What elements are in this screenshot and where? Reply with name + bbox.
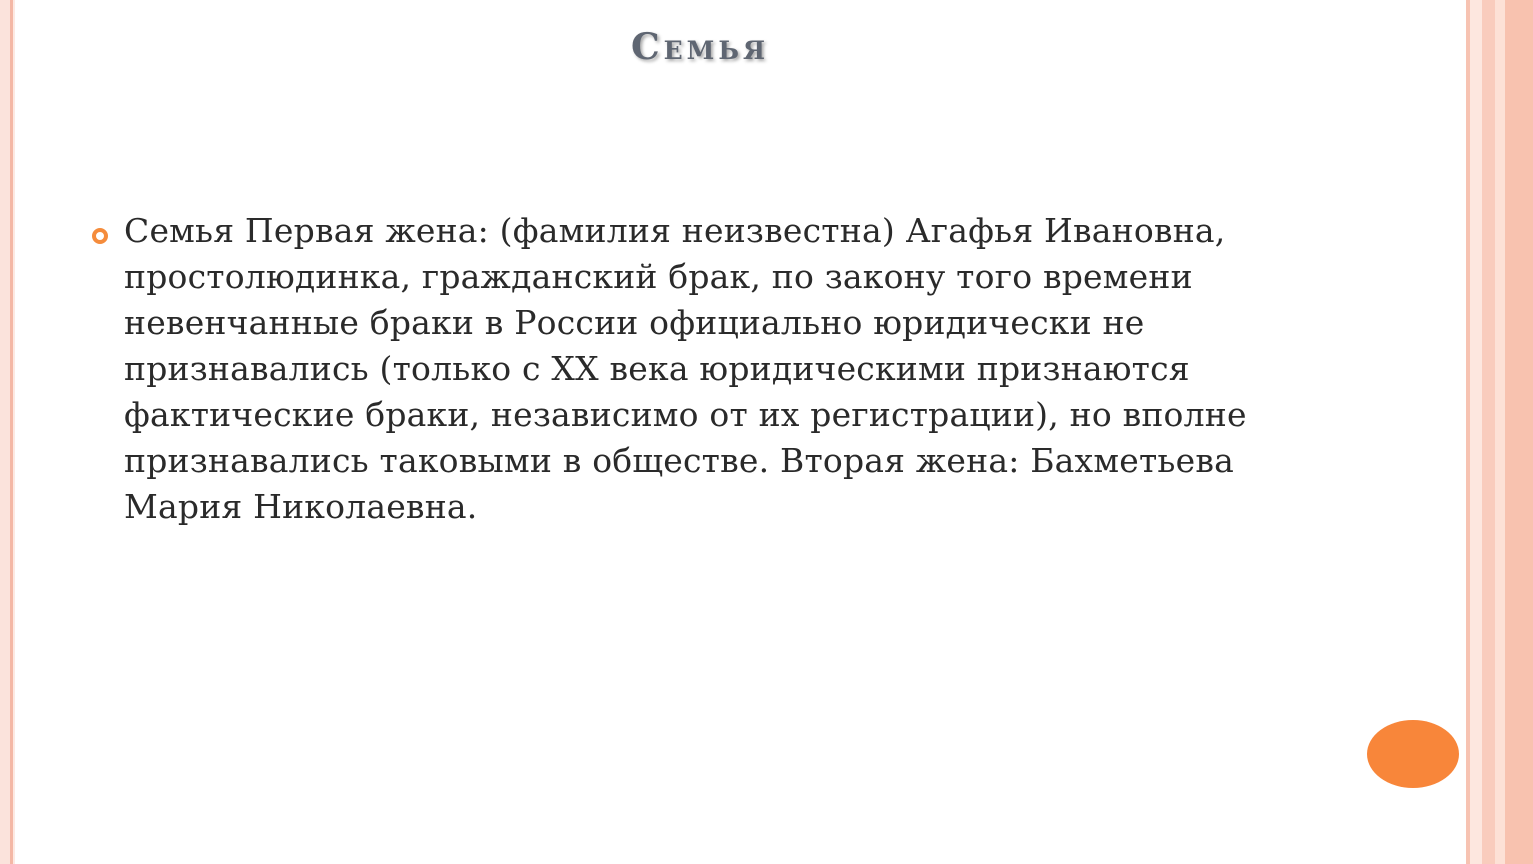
left-border-inner-decoration — [13, 0, 15, 864]
orange-circle-decoration — [1367, 720, 1459, 788]
right-stripe-decoration — [1495, 0, 1505, 864]
slide-content — [92, 208, 1292, 530]
right-stripe-decoration — [1505, 0, 1533, 864]
left-border-decoration — [0, 0, 13, 864]
bullet-text: Семья Первая жена: (фамилия неизвестна) Агафья Ивановна, простолюдинка, гражданский брак, по закону того времени невенчанные браки в России официально юридически не признавались (только с XX века юридическими признаются фактические браки, независимо от их регистрации), но вполне признавались таковыми в обществе. Вторая жена: Бахметьева Мария Николаевна. — [124, 211, 1247, 526]
ring-bullet-icon — [92, 228, 108, 244]
bullet-item — [92, 208, 1292, 530]
slide-title: Семья — [630, 26, 770, 68]
right-stripe-decoration — [1470, 0, 1482, 864]
right-stripe-decoration — [1482, 0, 1495, 864]
